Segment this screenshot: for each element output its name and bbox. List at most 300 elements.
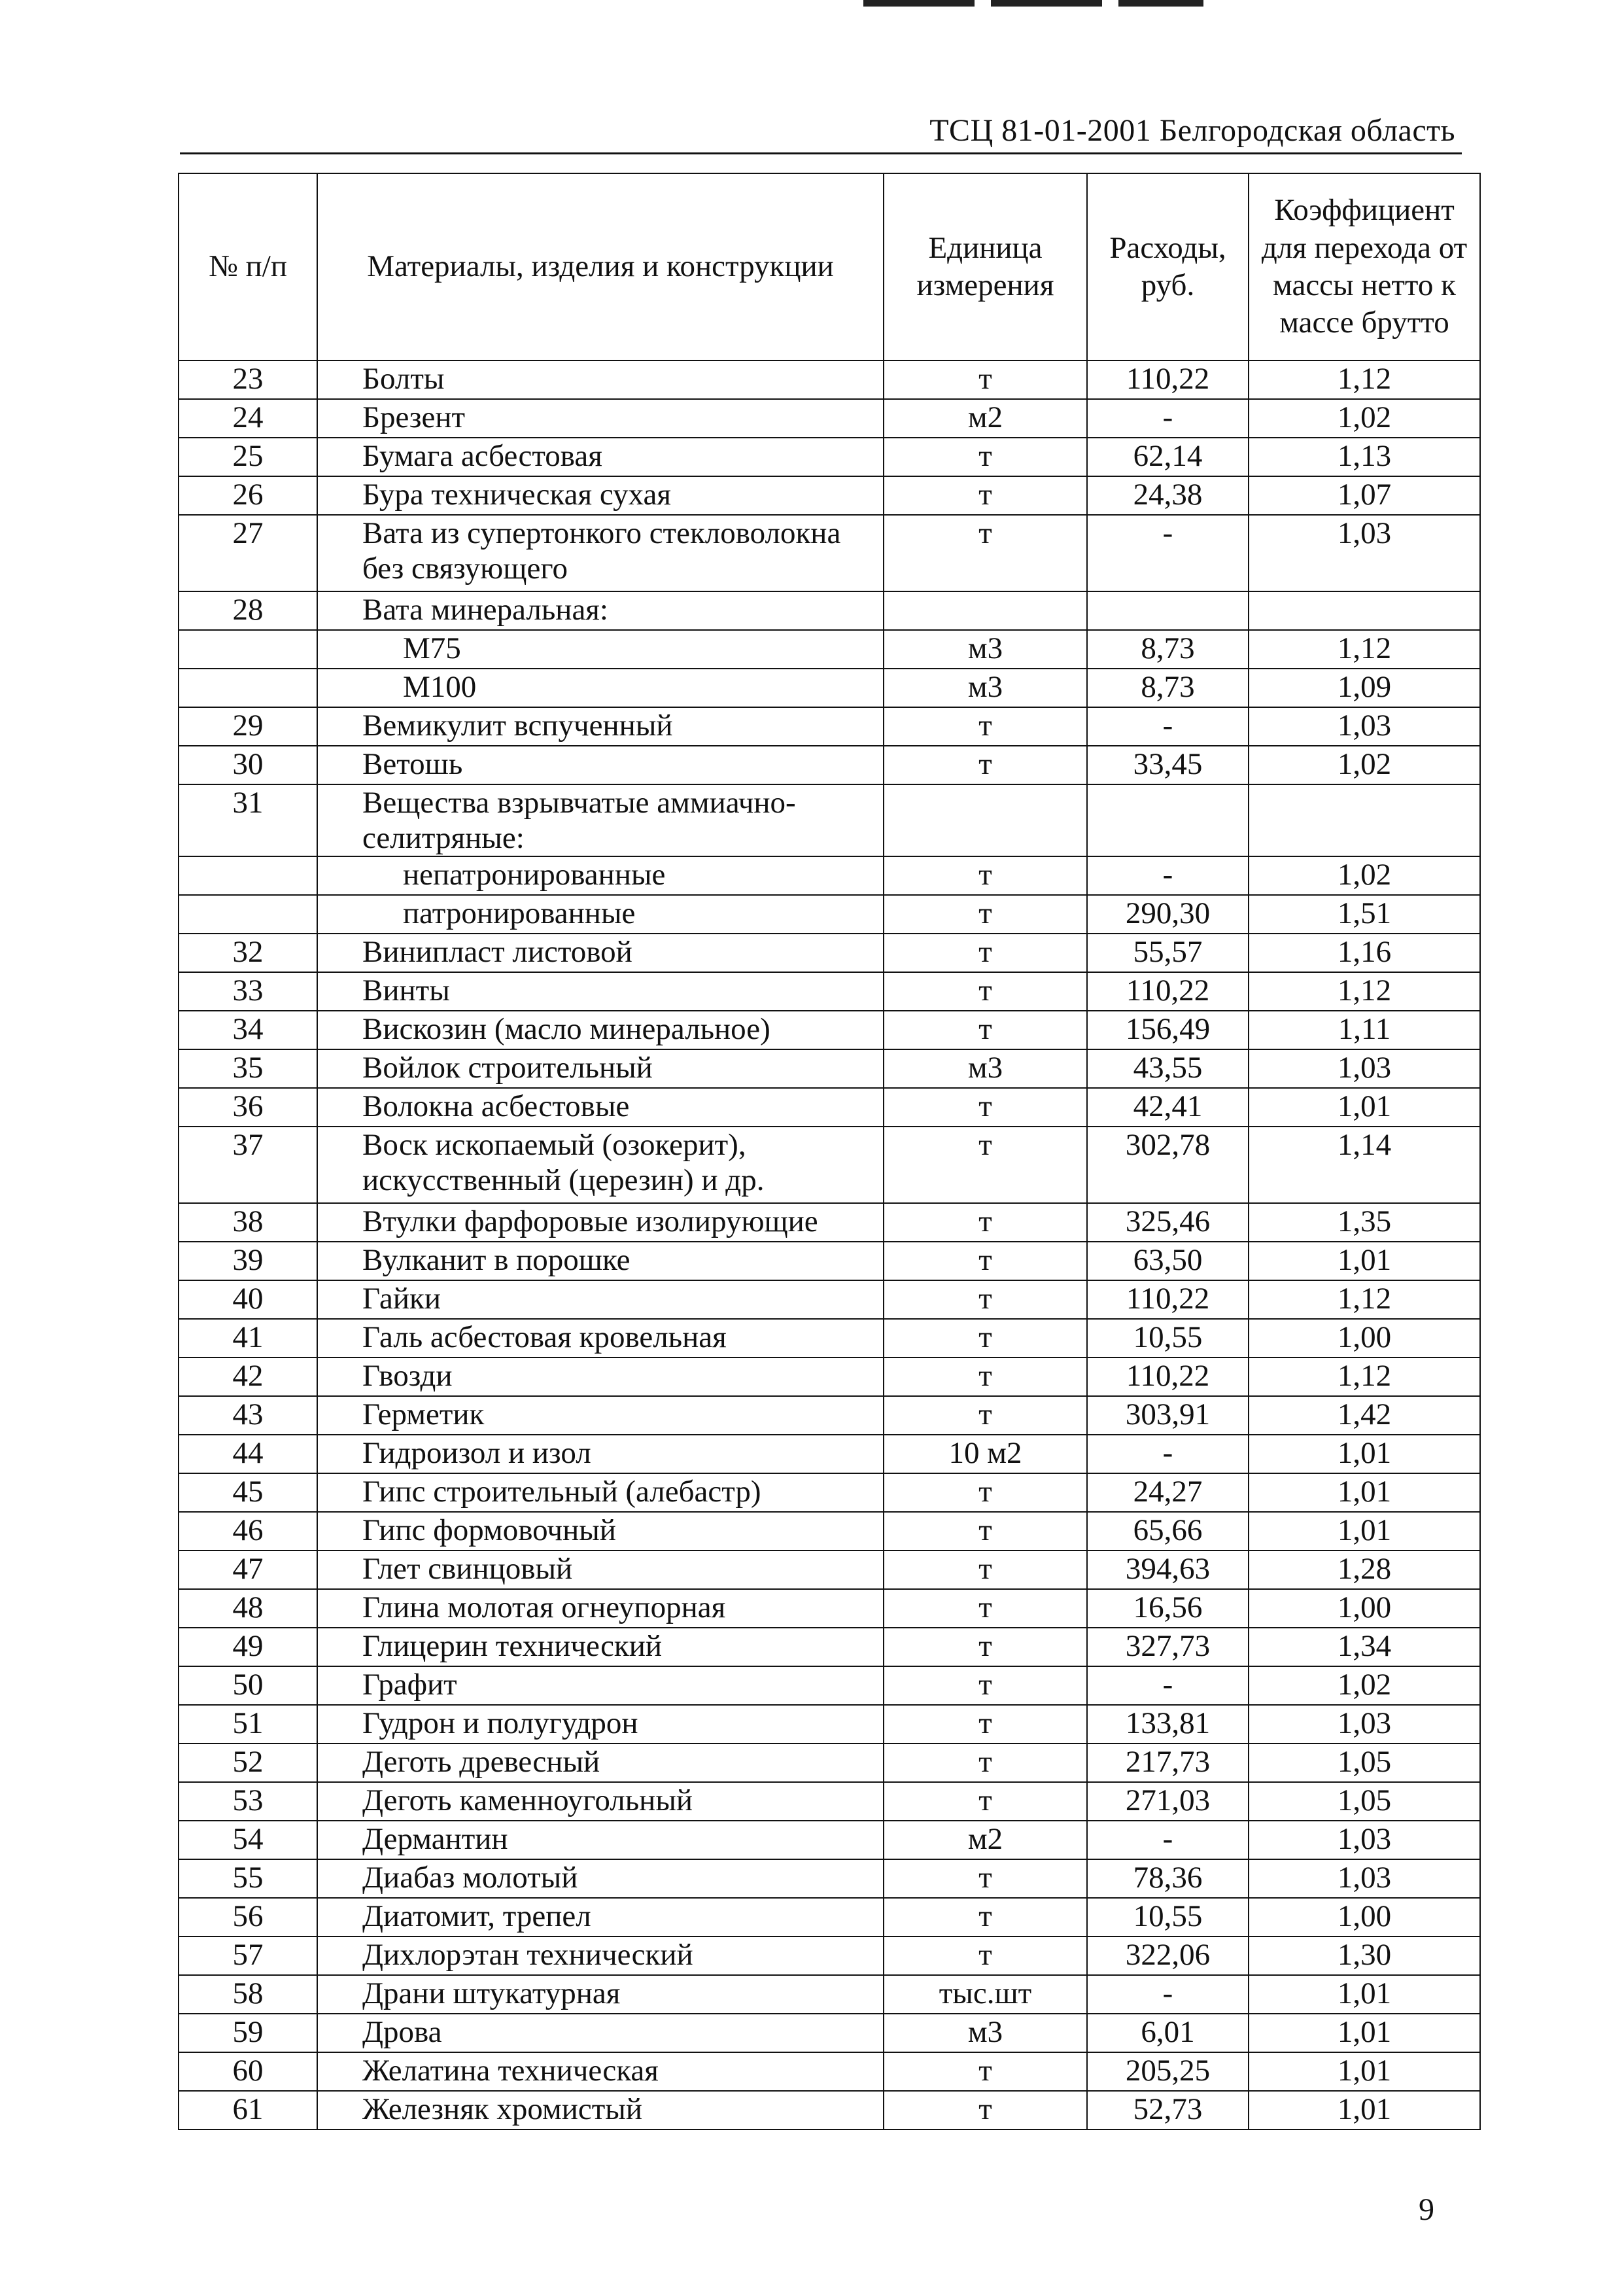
cell-name-text: Дермантин: [362, 1822, 508, 1857]
cell-coef-text: 1,03: [1337, 1822, 1392, 1857]
cell-cost: [1087, 1743, 1249, 1782]
cell-name: [317, 1898, 884, 1936]
table-row: [179, 972, 1480, 1011]
cell-cost: [1087, 707, 1249, 746]
cell-coef: [1249, 1242, 1480, 1280]
cell-num: [179, 1049, 317, 1088]
cell-cost-text: 302,78: [1125, 1128, 1211, 1163]
cell-unit-text: м3: [967, 670, 1003, 704]
cell-coef: [1249, 2052, 1480, 2091]
cell-coef-text: 1,03: [1337, 1051, 1392, 1085]
cell-unit: [884, 1782, 1087, 1821]
cell-unit-text: м3: [967, 631, 1003, 665]
cell-cost: [1087, 784, 1249, 856]
cell-unit-text: м2: [967, 1822, 1003, 1857]
table-row: [179, 746, 1480, 784]
cell-num: [179, 707, 317, 746]
cell-cost-text: 10,55: [1133, 1320, 1203, 1355]
cell-cost: [1087, 399, 1249, 438]
cell-num: [179, 1358, 317, 1396]
cell-unit-text: т: [978, 709, 992, 743]
cell-unit: [884, 1280, 1087, 1319]
cell-coef: [1249, 630, 1480, 669]
cell-unit-text: т: [978, 1282, 992, 1316]
column-header-name: Материалы, изделия и конструкции: [317, 173, 884, 360]
cell-name: [317, 1666, 884, 1705]
cell-cost: [1087, 1512, 1249, 1550]
cell-num-text: 29: [232, 709, 264, 743]
cell-num-text: 26: [232, 478, 264, 512]
cell-cost: [1087, 1628, 1249, 1666]
cell-coef: [1249, 438, 1480, 476]
cell-unit: [884, 1705, 1087, 1743]
cell-unit: [884, 1936, 1087, 1975]
cell-name-text: Волокна асбестовые: [362, 1089, 630, 1124]
cell-cost-text: 65,66: [1133, 1513, 1203, 1548]
cell-coef: [1249, 476, 1480, 515]
cell-unit-text: т: [978, 1552, 992, 1586]
cell-num-text: 40: [232, 1282, 264, 1316]
cell-name: [317, 1821, 884, 1859]
cell-name-text: Драни штукатурная: [362, 1976, 621, 2011]
cell-name: [317, 1975, 884, 2014]
table-row: [179, 1280, 1480, 1319]
cell-num: [179, 1435, 317, 1473]
cell-num: [179, 895, 317, 934]
cell-num-text: 31: [232, 786, 264, 820]
cell-coef-text: 1,42: [1337, 1397, 1392, 1432]
table-row: [179, 669, 1480, 707]
cell-name-text: Гайки: [362, 1282, 441, 1316]
cell-name-text: Графит: [362, 1668, 457, 1702]
table-row: [179, 1127, 1480, 1203]
cell-coef-text: 1,12: [1337, 1282, 1392, 1316]
cell-coef-text: 1,02: [1337, 400, 1392, 434]
cell-coef-text: 1,01: [1337, 2054, 1392, 2088]
cell-unit: [884, 1011, 1087, 1049]
cell-cost-text: 8,73: [1141, 631, 1195, 665]
cell-num-text: 33: [232, 973, 264, 1008]
cell-name: [317, 1049, 884, 1088]
cell-cost-text: 303,91: [1125, 1397, 1211, 1432]
cell-coef-text: 1,01: [1337, 1475, 1392, 1509]
cell-coef: [1249, 1011, 1480, 1049]
cell-unit-text: м3: [967, 1051, 1003, 1085]
cell-unit-text: т: [978, 1783, 992, 1818]
table-row: [179, 934, 1480, 972]
cell-cost: [1087, 476, 1249, 515]
cell-num: [179, 438, 317, 476]
cell-unit: [884, 1319, 1087, 1358]
cell-coef: [1249, 1705, 1480, 1743]
cell-num: [179, 1473, 317, 1512]
cell-cost-text: -: [1162, 1436, 1173, 1471]
cell-unit-text: т: [978, 1128, 992, 1163]
cell-num-text: 48: [232, 1590, 264, 1625]
cell-unit-text: т: [978, 1320, 992, 1355]
cell-name: [317, 1589, 884, 1628]
cell-unit: [884, 1473, 1087, 1512]
cell-num-text: 30: [232, 747, 264, 781]
cell-unit-text: т: [978, 2054, 992, 2088]
table-row: [179, 1821, 1480, 1859]
cell-coef-text: 1,01: [1337, 1089, 1392, 1124]
cell-name-text: Вещества взрывчатые аммиачно-селитряные:: [362, 786, 796, 856]
table-row: [179, 1705, 1480, 1743]
cell-num: [179, 1936, 317, 1975]
cell-cost-text: 110,22: [1126, 973, 1210, 1008]
cell-cost-text: 6,01: [1141, 2015, 1195, 2050]
cell-coef: [1249, 1550, 1480, 1589]
cell-coef: [1249, 1088, 1480, 1127]
cell-name-text: Винипласт листовой: [362, 935, 632, 970]
cell-cost: [1087, 2014, 1249, 2052]
cell-name-text: Вата минеральная:: [362, 593, 608, 627]
cell-name: [317, 399, 884, 438]
cell-unit: [884, 1666, 1087, 1705]
cell-cost: [1087, 360, 1249, 399]
cell-name: [317, 1358, 884, 1396]
cell-coef-text: 1,07: [1337, 478, 1392, 512]
cell-num: [179, 591, 317, 630]
cell-unit: [884, 591, 1087, 630]
cell-name: [317, 1396, 884, 1435]
cell-cost-text: 55,57: [1133, 935, 1203, 970]
cell-num-text: 52: [232, 1745, 264, 1779]
cell-num: [179, 1975, 317, 2014]
table-row: [179, 1088, 1480, 1127]
cell-num: [179, 972, 317, 1011]
cell-name-text: Бумага асбестовая: [362, 439, 602, 473]
cell-num-text: 59: [232, 2015, 264, 2050]
cell-name: [317, 1705, 884, 1743]
cell-cost-text: -: [1162, 1976, 1173, 2011]
cell-unit: [884, 630, 1087, 669]
cell-num-text: 24: [232, 400, 264, 434]
cell-cost-text: 133,81: [1125, 1706, 1211, 1741]
cell-name-text: Глина молотая огнеупорная: [362, 1590, 726, 1625]
cell-cost-text: 24,38: [1133, 478, 1203, 512]
table-row: [179, 707, 1480, 746]
cell-num-text: 38: [232, 1204, 264, 1239]
cell-coef-text: 1,34: [1337, 1629, 1392, 1664]
cell-name: [317, 630, 884, 669]
cell-num: [179, 856, 317, 895]
cell-num-text: 36: [232, 1089, 264, 1124]
cell-coef: [1249, 1589, 1480, 1628]
cell-cost-text: -: [1162, 1822, 1173, 1857]
cell-cost: [1087, 2091, 1249, 2129]
cell-unit-text: т: [978, 516, 992, 550]
cell-name-text: патронированные: [403, 896, 636, 931]
cell-unit: [884, 1512, 1087, 1550]
scan-top-mark: [863, 0, 1203, 7]
cell-name: [317, 1473, 884, 1512]
cell-num: [179, 630, 317, 669]
cell-coef-text: 1,05: [1337, 1783, 1392, 1818]
cell-cost: [1087, 895, 1249, 934]
cell-unit: [884, 972, 1087, 1011]
cell-name: [317, 591, 884, 630]
cell-num: [179, 515, 317, 591]
cell-unit-text: т: [978, 1513, 992, 1548]
cell-name-text: Вулканит в порошке: [362, 1243, 631, 1278]
cell-cost-text: 156,49: [1125, 1012, 1211, 1047]
table-row: [179, 630, 1480, 669]
cell-name: [317, 1242, 884, 1280]
cell-coef: [1249, 1782, 1480, 1821]
cell-coef: [1249, 1358, 1480, 1396]
cell-coef: [1249, 669, 1480, 707]
cell-coef: [1249, 1049, 1480, 1088]
cell-name-text: Дихлорэтан технический: [362, 1938, 693, 1972]
cell-cost-text: 110,22: [1126, 1359, 1210, 1393]
cell-name: [317, 1203, 884, 1242]
cell-coef-text: 1,00: [1337, 1590, 1392, 1625]
table-row: [179, 1550, 1480, 1589]
cell-name: [317, 784, 884, 856]
cell-name-text: М100: [403, 670, 477, 704]
cell-coef-text: 1,12: [1337, 1359, 1392, 1393]
cell-unit-text: т: [978, 362, 992, 396]
cell-name-text: Гудрон и полугудрон: [362, 1706, 638, 1741]
cell-unit-text: т: [978, 1745, 992, 1779]
cell-cost: [1087, 1280, 1249, 1319]
cell-unit-text: т: [978, 439, 992, 473]
table-row: [179, 2052, 1480, 2091]
cell-num-text: 53: [232, 1783, 264, 1818]
cell-cost-text: 8,73: [1141, 670, 1195, 704]
cell-coef-text: 1,01: [1337, 1976, 1392, 2011]
cell-coef-text: 1,02: [1337, 858, 1392, 892]
cell-name-text: Болты: [362, 362, 445, 396]
cell-cost: [1087, 1127, 1249, 1203]
cell-num: [179, 1743, 317, 1782]
table-row: [179, 1859, 1480, 1898]
table-row: [179, 784, 1480, 856]
cell-name: [317, 1936, 884, 1975]
cell-coef-text: 1,12: [1337, 973, 1392, 1008]
cell-unit: [884, 1049, 1087, 1088]
cell-cost: [1087, 1821, 1249, 1859]
cell-cost: [1087, 669, 1249, 707]
cell-cost-text: -: [1162, 858, 1173, 892]
cell-cost: [1087, 1319, 1249, 1358]
cell-num: [179, 2014, 317, 2052]
table-row: [179, 1628, 1480, 1666]
cell-unit: [884, 1242, 1087, 1280]
cell-cost: [1087, 1936, 1249, 1975]
cell-cost-text: 290,30: [1125, 896, 1211, 931]
cell-cost-text: 325,46: [1125, 1204, 1211, 1239]
table-row: [179, 1319, 1480, 1358]
cell-unit: [884, 1821, 1087, 1859]
cell-coef: [1249, 399, 1480, 438]
cell-unit: [884, 1127, 1087, 1203]
cell-coef: [1249, 2091, 1480, 2129]
cell-name-text: Железняк хромистый: [362, 2092, 643, 2127]
cell-name-text: Диатомит, трепел: [362, 1899, 591, 1934]
cell-name-text: Галь асбестовая кровельная: [362, 1320, 727, 1355]
cell-unit: [884, 707, 1087, 746]
cell-coef: [1249, 856, 1480, 895]
cell-num: [179, 784, 317, 856]
table-row: [179, 1049, 1480, 1088]
cell-cost-text: 394,63: [1125, 1552, 1211, 1586]
cell-name-text: М75: [403, 631, 461, 665]
cell-num-text: 50: [232, 1668, 264, 1702]
cell-num: [179, 2052, 317, 2091]
cell-coef-text: 1,16: [1337, 935, 1392, 970]
cell-coef: [1249, 591, 1480, 630]
cell-unit-text: т: [978, 1706, 992, 1741]
cell-num: [179, 1589, 317, 1628]
table-row: [179, 438, 1480, 476]
cell-coef-text: 1,30: [1337, 1938, 1392, 1972]
table-row: [179, 1512, 1480, 1550]
cell-unit: [884, 1088, 1087, 1127]
cell-unit: [884, 360, 1087, 399]
cell-unit: [884, 934, 1087, 972]
column-header-num: № п/п: [179, 173, 317, 360]
table-row: [179, 1011, 1480, 1049]
cell-num: [179, 1898, 317, 1936]
cell-unit: [884, 2014, 1087, 2052]
cell-num-text: 60: [232, 2054, 264, 2088]
column-header-coef: Коэффициент для перехода от массы нетто к массе брутто: [1249, 173, 1480, 360]
cell-name: [317, 1088, 884, 1127]
cell-unit-text: т: [978, 1590, 992, 1625]
cell-name-text: Войлок строительный: [362, 1051, 653, 1085]
cell-coef-text: 1,11: [1338, 1012, 1391, 1047]
cell-coef: [1249, 1859, 1480, 1898]
cell-unit: [884, 438, 1087, 476]
cell-coef: [1249, 1975, 1480, 2014]
cell-name-text: Диабаз молотый: [362, 1861, 578, 1895]
cell-unit-text: т: [978, 1475, 992, 1509]
cell-name-text: Воск ископаемый (озокерит), искусственный (церезин) и др.: [362, 1128, 765, 1198]
cell-unit-text: т: [978, 1359, 992, 1393]
cell-name: [317, 1127, 884, 1203]
cell-num-text: 34: [232, 1012, 264, 1047]
cell-unit: [884, 1589, 1087, 1628]
cell-coef: [1249, 1898, 1480, 1936]
cell-unit: [884, 1435, 1087, 1473]
cell-coef-text: 1,02: [1337, 1668, 1392, 1702]
cell-num: [179, 1319, 317, 1358]
cell-num: [179, 399, 317, 438]
cell-num-text: 45: [232, 1475, 264, 1509]
table-row: [179, 1782, 1480, 1821]
cell-name: [317, 476, 884, 515]
table-row: [179, 1203, 1480, 1242]
cell-num-text: 43: [232, 1397, 264, 1432]
cell-coef-text: 1,01: [1337, 1436, 1392, 1471]
cell-num: [179, 476, 317, 515]
cell-coef: [1249, 895, 1480, 934]
document-header: ТСЦ 81-01-2001 Белгородская область: [929, 113, 1455, 148]
cell-cost: [1087, 1666, 1249, 1705]
cell-cost: [1087, 2052, 1249, 2091]
cell-name: [317, 1743, 884, 1782]
cell-cost-text: 42,41: [1133, 1089, 1203, 1124]
cell-cost: [1087, 972, 1249, 1011]
table-row: [179, 895, 1480, 934]
cell-coef-text: 1,03: [1337, 1706, 1392, 1741]
cell-coef: [1249, 1666, 1480, 1705]
cell-coef-text: 1,03: [1337, 516, 1392, 550]
cell-num: [179, 746, 317, 784]
cell-coef-text: 1,13: [1337, 439, 1392, 473]
cell-num: [179, 1512, 317, 1550]
cell-name: [317, 1435, 884, 1473]
cell-cost: [1087, 1975, 1249, 2014]
cell-cost-text: -: [1162, 1668, 1173, 1702]
cell-cost-text: 63,50: [1133, 1243, 1203, 1278]
cell-coef: [1249, 1319, 1480, 1358]
cell-cost: [1087, 1358, 1249, 1396]
cell-coef: [1249, 1821, 1480, 1859]
cell-coef: [1249, 972, 1480, 1011]
cell-cost: [1087, 1049, 1249, 1088]
cell-unit-text: 10 м2: [948, 1436, 1022, 1471]
table-row: [179, 856, 1480, 895]
table-row: [179, 591, 1480, 630]
cell-unit-text: т: [978, 2092, 992, 2127]
cell-num: [179, 1782, 317, 1821]
cell-unit: [884, 856, 1087, 895]
cell-num-text: 61: [232, 2092, 264, 2127]
cell-cost: [1087, 1898, 1249, 1936]
cell-name-text: Гидроизол и изол: [362, 1436, 591, 1471]
cell-cost: [1087, 934, 1249, 972]
cell-coef: [1249, 934, 1480, 972]
cell-name-text: Бура техническая сухая: [362, 478, 671, 512]
cell-unit-text: т: [978, 896, 992, 931]
cell-unit-text: т: [978, 973, 992, 1008]
cell-cost: [1087, 1859, 1249, 1898]
cell-coef-text: 1,01: [1337, 2015, 1392, 2050]
cell-num: [179, 2091, 317, 2129]
cell-name-text: Гипс формовочный: [362, 1513, 616, 1548]
cell-unit: [884, 2091, 1087, 2129]
cell-name-text: Втулки фарфоровые изолирующие: [362, 1204, 818, 1239]
cell-unit-text: м2: [967, 400, 1003, 434]
cell-unit: [884, 1358, 1087, 1396]
cell-name: [317, 2052, 884, 2091]
cell-num-text: 56: [232, 1899, 264, 1934]
cell-num: [179, 1242, 317, 1280]
table-row: [179, 515, 1480, 591]
cell-num: [179, 1705, 317, 1743]
cell-unit-text: т: [978, 1204, 992, 1239]
table-row: [179, 1358, 1480, 1396]
cell-coef: [1249, 515, 1480, 591]
cell-cost-text: 62,14: [1133, 439, 1203, 473]
cell-num: [179, 934, 317, 972]
table-row: [179, 399, 1480, 438]
cell-cost-text: 78,36: [1133, 1861, 1203, 1895]
cell-cost: [1087, 1011, 1249, 1049]
cell-unit-text: т: [978, 1668, 992, 1702]
cell-coef-text: 1,00: [1337, 1899, 1392, 1934]
cell-cost-text: 271,03: [1125, 1783, 1211, 1818]
cell-coef: [1249, 1936, 1480, 1975]
cell-num: [179, 1203, 317, 1242]
cell-name-text: Винты: [362, 973, 450, 1008]
cell-num: [179, 1821, 317, 1859]
cell-name-text: Глет свинцовый: [362, 1552, 573, 1586]
